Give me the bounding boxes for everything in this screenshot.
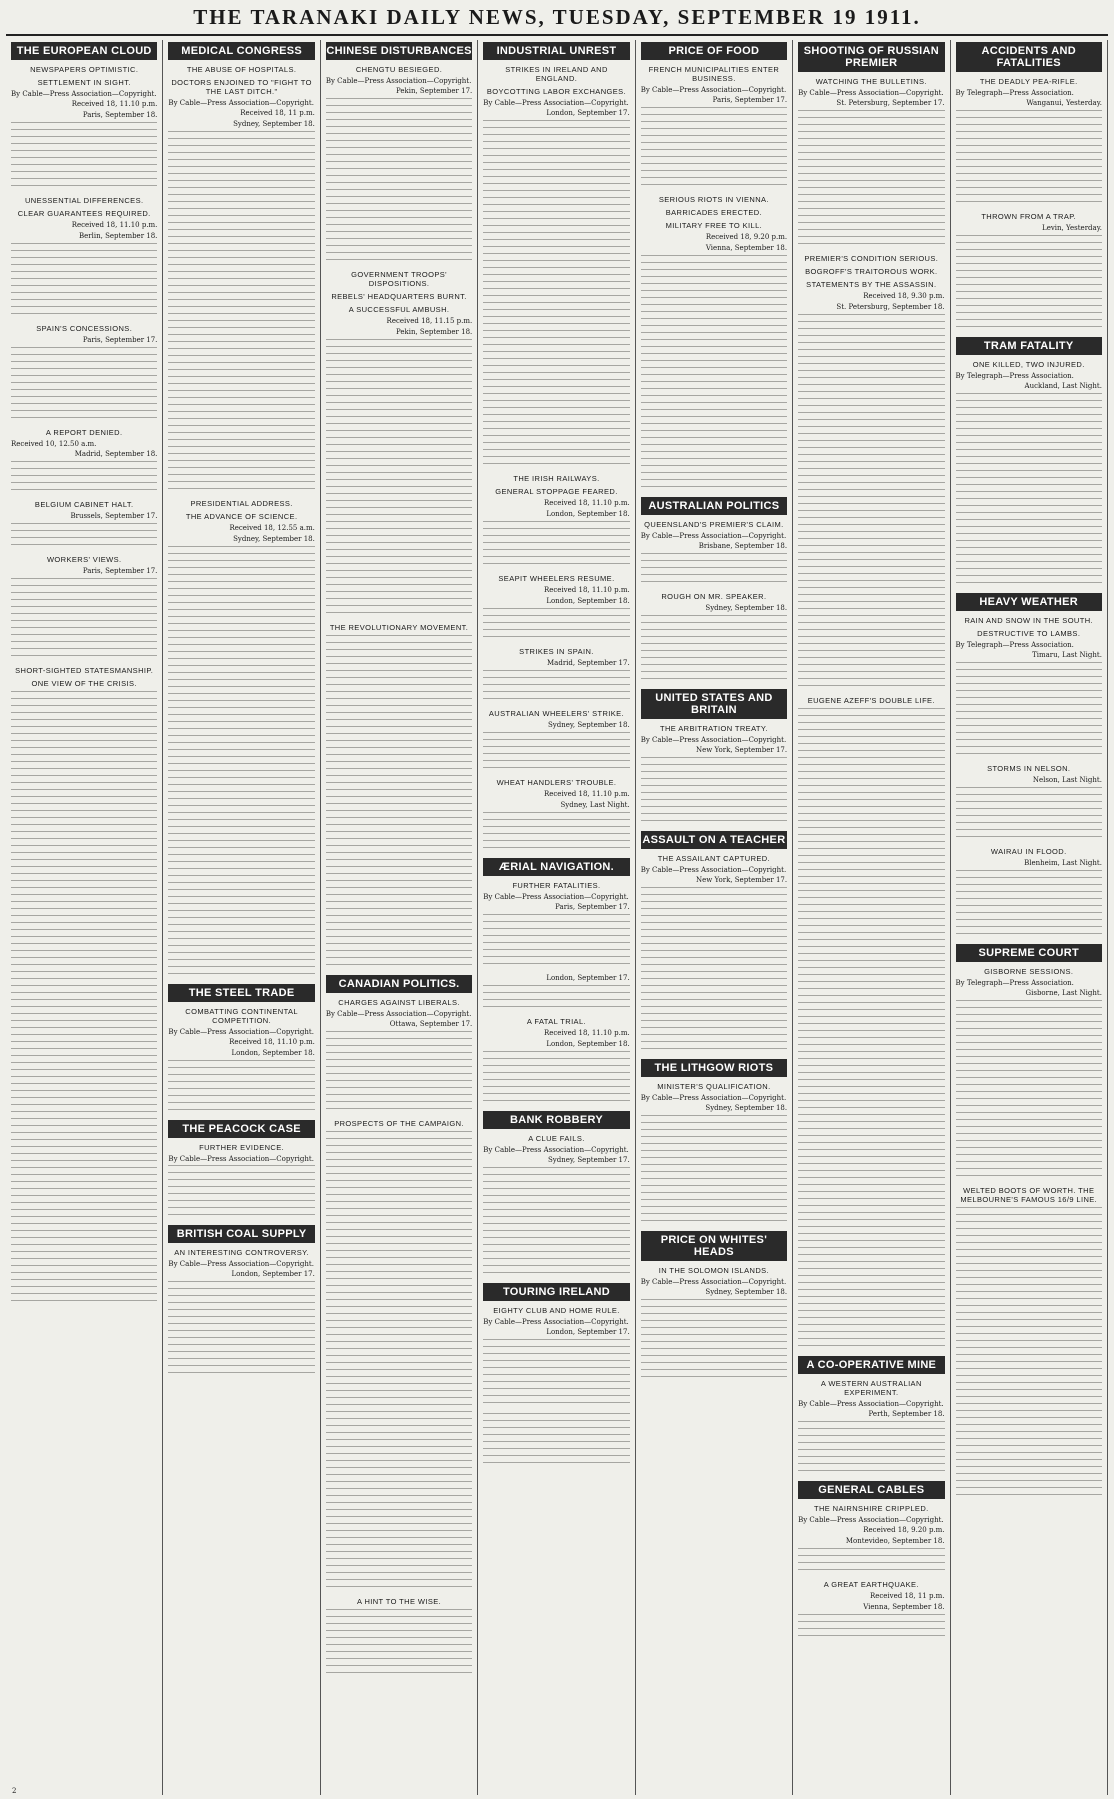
sub-heading: THE ADVANCE OF SCIENCE.	[185, 512, 298, 521]
body-text	[326, 1031, 472, 1115]
dateline: London, September 18.	[231, 1049, 315, 1057]
dateline: Received 18, 11.15 p.m.	[386, 317, 473, 325]
cable-credit: By Telegraph—Press Association.	[955, 641, 1074, 649]
dateline: Wanganui, Yesterday.	[1026, 99, 1102, 107]
dateline: Sydney, September 17.	[547, 1156, 630, 1164]
sub-heading: ONE VIEW OF THE CRISIS.	[31, 679, 137, 688]
section-headline: AUSTRALIAN POLITICS	[641, 497, 787, 515]
section-headline: THE LITHGOW RIOTS	[641, 1059, 787, 1077]
sub-heading: BARRICADES ERECTED.	[665, 208, 763, 217]
body-text	[641, 615, 787, 685]
cable-credit: By Cable—Press Association—Copyright.	[640, 1278, 787, 1286]
dateline: St. Petersburg, September 18.	[836, 303, 945, 311]
sub-heading: BELGIUM CABINET HALT.	[34, 500, 134, 509]
sub-heading: SEAPIT WHEELERS RESUME.	[498, 574, 615, 583]
column-4	[478, 40, 635, 1795]
cable-credit: Received 10, 12.50 a.m.	[11, 440, 97, 448]
cable-credit: By Cable—Press Association—Copyright.	[168, 99, 314, 107]
dateline: Auckland, Last Night.	[1024, 382, 1102, 390]
sub-heading: THE NAIRNSHIRE CRIPPLED.	[814, 1504, 929, 1513]
sub-heading: CLEAR GUARANTEES REQUIRED.	[17, 209, 151, 218]
body-text	[956, 110, 1102, 208]
dateline: Received 18, 11 p.m.	[240, 109, 315, 117]
dateline: Nelson, Last Night.	[1032, 776, 1102, 784]
sub-heading: GISBORNE SESSIONS.	[984, 967, 1074, 976]
sub-heading: SERIOUS RIOTS IN VIENNA.	[658, 195, 769, 204]
cable-credit: By Cable—Press Association—Copyright.	[168, 1028, 314, 1036]
body-text	[483, 1339, 629, 1409]
body-text	[483, 1167, 629, 1279]
body-text	[483, 1051, 629, 1107]
body-text	[168, 1165, 314, 1221]
sub-heading: COMBATTING CONTINENTAL COMPETITION.	[185, 1007, 298, 1025]
body-text	[168, 1281, 314, 1379]
sub-heading: ONE KILLED, TWO INJURED.	[972, 360, 1085, 369]
column-7	[951, 40, 1108, 1795]
dateline: New York, September 17.	[696, 876, 788, 884]
body-text	[168, 546, 314, 980]
column-headline: PRICE OF FOOD	[641, 42, 787, 60]
dateline: Sydney, Last Night.	[560, 801, 630, 809]
sub-heading: AN INTERESTING CONTROVERSY.	[174, 1248, 310, 1257]
body-text	[956, 235, 1102, 333]
section-headline: ÆRIAL NAVIGATION.	[483, 858, 629, 876]
body-text	[798, 1421, 944, 1477]
section-headline: THE STEEL TRADE	[168, 984, 314, 1002]
sub-heading: PRESIDENTIAL ADDRESS.	[190, 499, 293, 508]
dateline: Received 18, 9.30 p.m.	[863, 292, 945, 300]
section-headline: A CO-OPERATIVE MINE	[798, 1356, 944, 1374]
dateline: Sydney, September 18.	[705, 604, 788, 612]
body-text	[483, 985, 629, 1013]
cable-credit: By Cable—Press Association—Copyright.	[798, 1400, 944, 1408]
dateline: Ottawa, September 17.	[389, 1020, 473, 1028]
dateline: Montevideo, September 18.	[845, 1537, 945, 1545]
section-headline: CANADIAN POLITICS.	[326, 975, 472, 993]
dateline: Perth, September 18.	[868, 1410, 945, 1418]
body-text	[641, 553, 787, 588]
dateline: Received 18, 11.10 p.m.	[543, 790, 630, 798]
sub-heading: EIGHTY CLUB AND HOME RULE.	[493, 1306, 620, 1315]
dateline: Paris, September 18.	[82, 111, 158, 119]
sub-heading: SPAIN'S CONCESSIONS.	[36, 324, 133, 333]
cable-credit: By Cable—Press Association—Copyright.	[325, 77, 472, 85]
sub-heading: A SUCCESSFUL AMBUSH.	[348, 305, 450, 314]
column-headline: SHOOTING OF RUSSIAN PREMIER	[798, 42, 944, 72]
cable-credit: By Cable—Press Association—Copyright.	[640, 736, 787, 744]
dateline: Sydney, September 18.	[233, 120, 315, 128]
sub-heading: THE IRISH RAILWAYS.	[513, 474, 600, 483]
sub-heading: STORMS IN NELSON.	[987, 764, 1071, 773]
sub-heading: MILITARY FREE TO KILL.	[665, 221, 763, 230]
dateline: Received 18, 9.20 p.m.	[705, 233, 788, 241]
dateline: Paris, September 17.	[82, 336, 158, 344]
dateline: Paris, September 17.	[712, 96, 788, 104]
sub-heading: QUEENSLAND'S PREMIER'S CLAIM.	[644, 520, 784, 529]
sub-heading: NEWSPAPERS OPTIMISTIC.	[30, 65, 139, 74]
dateline: New York, September 17.	[696, 746, 788, 754]
body-text	[483, 812, 629, 854]
sub-heading: WAIRAU IN FLOOD.	[990, 847, 1067, 856]
section-headline: HEAVY WEATHER	[956, 593, 1102, 611]
body-text	[11, 523, 157, 551]
sub-heading: THE DEADLY PEA-RIFLE.	[979, 77, 1078, 86]
sub-heading: GENERAL STOPPAGE FEARED.	[495, 487, 618, 496]
body-text	[798, 110, 944, 250]
dateline: Received 18, 11.10 p.m.	[229, 1038, 315, 1046]
body-text	[641, 255, 787, 493]
body-text	[641, 887, 787, 1055]
sub-heading: A CLUE FAILS.	[528, 1134, 585, 1143]
section-headline: TRAM FATALITY	[956, 337, 1102, 355]
body-text	[326, 98, 472, 266]
dateline: London, September 17.	[546, 109, 630, 117]
cable-credit: By Telegraph—Press Association.	[955, 89, 1074, 97]
body-text	[326, 635, 472, 971]
body-text	[956, 1000, 1102, 1182]
cable-credit: By Cable—Press Association—Copyright.	[483, 893, 629, 901]
sub-heading: DESTRUCTIVE TO LAMBS.	[977, 629, 1081, 638]
sub-heading: SHORT-SIGHTED STATESMANSHIP.	[15, 666, 154, 675]
dateline: Gisborne, Last Night.	[1025, 989, 1102, 997]
sub-heading: BOYCOTTING LABOR EXCHANGES.	[486, 87, 627, 96]
cable-credit: By Cable—Press Association—Copyright.	[168, 1260, 314, 1268]
section-headline: GENERAL CABLES	[798, 1481, 944, 1499]
sub-heading: FRENCH MUNICIPALITIES ENTER BUSINESS.	[648, 65, 780, 83]
dateline: Madrid, September 17.	[547, 659, 630, 667]
sub-heading: ROUGH ON MR. SPEAKER.	[661, 592, 767, 601]
dateline: London, September 17.	[546, 974, 630, 982]
sub-heading: A REPORT DENIED.	[45, 428, 123, 437]
body-text	[798, 1548, 944, 1576]
dateline: Brussels, September 17.	[70, 512, 158, 520]
cable-credit: By Cable—Press Association—Copyright.	[640, 1094, 787, 1102]
sub-heading: PROSPECTS OF THE CAMPAIGN.	[334, 1119, 464, 1128]
body-text	[11, 243, 157, 320]
column-2	[163, 40, 320, 1795]
body-text	[168, 131, 314, 495]
body-text	[326, 1609, 472, 1679]
sub-heading: A GREAT EARTHQUAKE.	[823, 1580, 919, 1589]
sub-heading: STRIKES IN SPAIN.	[519, 647, 594, 656]
dateline: London, September 17.	[231, 1270, 315, 1278]
dateline: Berlin, September 18.	[79, 232, 158, 240]
cable-credit: By Cable—Press Association—Copyright.	[640, 532, 787, 540]
sub-heading: WATCHING THE BULLETINS.	[815, 77, 927, 86]
section-headline: BRITISH COAL SUPPLY	[168, 1225, 314, 1243]
dateline: Madrid, September 18.	[74, 450, 158, 458]
cable-credit: By Cable—Press Association—Copyright.	[483, 99, 629, 107]
column-headline: THE EUROPEAN CLOUD	[11, 42, 157, 60]
sub-heading: UNESSENTIAL DIFFERENCES.	[24, 196, 144, 205]
dateline: Received 18, 11.10 p.m.	[543, 1029, 630, 1037]
sub-heading: STATEMENTS BY THE ASSASSIN.	[806, 280, 937, 289]
cable-credit: By Cable—Press Association—Copyright.	[168, 1155, 314, 1163]
dateline: Sydney, September 18.	[705, 1288, 788, 1296]
sub-heading: EUGENE AZEFF'S DOUBLE LIFE.	[807, 696, 935, 705]
section-headline: BANK ROBBERY	[483, 1111, 629, 1129]
body-text	[326, 1131, 472, 1593]
body-text	[956, 662, 1102, 760]
dateline: Received 18, 12.55 a.m.	[229, 524, 315, 532]
cable-credit: By Cable—Press Association—Copyright.	[640, 86, 787, 94]
dateline: Timaru, Last Night.	[1032, 651, 1102, 659]
section-headline: PRICE ON WHITES' HEADS	[641, 1231, 787, 1261]
sub-heading: IN THE SOLOMON ISLANDS.	[658, 1266, 770, 1275]
dateline: Paris, September 17.	[82, 567, 158, 575]
section-headline: SUPREME COURT	[956, 944, 1102, 962]
sub-heading: A FATAL TRIAL.	[526, 1017, 587, 1026]
body-text	[11, 347, 157, 424]
cable-credit: By Cable—Press Association—Copyright.	[483, 1318, 629, 1326]
cable-credit: By Telegraph—Press Association.	[955, 979, 1074, 987]
dateline: Paris, September 17.	[555, 903, 630, 911]
section-headline: THE PEACOCK CASE	[168, 1120, 314, 1138]
body-text	[956, 1207, 1102, 1501]
body-text	[326, 339, 472, 619]
dateline: Pekin, September 17.	[395, 87, 473, 95]
body-text	[483, 914, 629, 970]
dateline: Sydney, September 18.	[705, 1104, 788, 1112]
sub-heading: THROWN FROM A TRAP.	[981, 212, 1077, 221]
cable-credit: By Telegraph—Press Association.	[955, 372, 1074, 380]
column-5	[636, 40, 793, 1795]
body-text	[956, 870, 1102, 940]
dateline: Vienna, September 18.	[705, 244, 788, 252]
column-6	[793, 40, 950, 1795]
body-text	[956, 787, 1102, 843]
dateline: Received 18, 11.10 p.m.	[543, 586, 630, 594]
body-text	[483, 120, 629, 470]
dateline: Brisbane, September 18.	[698, 542, 788, 550]
sub-heading: REBELS' HEADQUARTERS BURNT.	[331, 292, 467, 301]
sub-heading: BOGROFF'S TRAITOROUS WORK.	[805, 267, 938, 276]
section-headline: TOURING IRELAND	[483, 1283, 629, 1301]
body-text	[641, 757, 787, 827]
dateline: Vienna, September 18.	[863, 1603, 945, 1611]
sub-heading: THE ASSAILANT CAPTURED.	[657, 854, 771, 863]
dateline: Received 18, 11.10 p.m.	[71, 221, 158, 229]
body-text	[641, 1299, 787, 1383]
sub-heading: THE REVOLUTIONARY MOVEMENT.	[329, 623, 469, 632]
column-3	[321, 40, 478, 1795]
body-text	[483, 608, 629, 643]
sub-heading: WORKERS' VIEWS.	[46, 555, 122, 564]
sub-heading: THE ABUSE OF HOSPITALS.	[186, 65, 297, 74]
sub-heading: SETTLEMENT IN SIGHT.	[37, 78, 131, 87]
cable-credit: By Cable—Press Association—Copyright.	[325, 1010, 472, 1018]
sub-heading: THE ARBITRATION TREATY.	[659, 724, 768, 733]
body-text	[641, 107, 787, 191]
body-text	[11, 691, 157, 1307]
sub-heading: FURTHER EVIDENCE.	[199, 1143, 285, 1152]
sub-heading: AUSTRALIAN WHEELERS' STRIKE.	[488, 709, 625, 718]
dateline: London, September 17.	[546, 1328, 630, 1336]
newspaper-columns	[6, 40, 1108, 1795]
body-text	[483, 521, 629, 570]
dateline: Received 18, 11.10 p.m.	[543, 499, 630, 507]
column-1	[6, 40, 163, 1795]
dateline: Levin, Yesterday.	[1042, 224, 1102, 232]
body-text	[956, 393, 1102, 589]
dateline: London, September 18.	[546, 597, 630, 605]
sub-heading: WHEAT HANDLERS' TROUBLE.	[496, 778, 617, 787]
section-headline: ASSAULT ON A TEACHER	[641, 831, 787, 849]
body-text	[798, 708, 944, 1352]
body-text	[483, 1413, 629, 1469]
body-text	[483, 732, 629, 774]
sub-heading: DOCTORS ENJOINED TO "FIGHT TO THE LAST DITCH."	[171, 78, 312, 96]
cable-credit: By Cable—Press Association—Copyright.	[640, 866, 787, 874]
cable-credit: By Cable—Press Association—Copyright.	[483, 1146, 629, 1154]
masthead	[6, 0, 1108, 36]
page-number: 2	[12, 1787, 17, 1795]
section-headline: UNITED STATES AND BRITAIN	[641, 689, 787, 719]
dateline: London, September 18.	[546, 1040, 630, 1048]
body-text	[483, 670, 629, 705]
cable-credit: By Cable—Press Association—Copyright.	[11, 90, 157, 98]
body-text	[641, 1115, 787, 1227]
sub-heading: STRIKES IN IRELAND AND ENGLAND.	[505, 65, 608, 83]
sub-heading: MINISTER'S QUALIFICATION.	[657, 1082, 771, 1091]
sub-heading: CHARGES AGAINST LIBERALS.	[338, 998, 460, 1007]
body-text	[11, 578, 157, 662]
body-text	[11, 461, 157, 496]
dateline: Received 18, 11 p.m.	[869, 1592, 945, 1600]
body-text	[11, 122, 157, 192]
sub-heading: CHENGTU BESIEGED.	[355, 65, 443, 74]
body-text	[168, 1060, 314, 1116]
sub-heading: WELTED BOOTS OF WORTH. THE MELBOURNE'S FAMOUS 16/9 LINE.	[960, 1186, 1098, 1204]
sub-heading: A WESTERN AUSTRALIAN EXPERIMENT.	[820, 1379, 922, 1397]
body-text	[798, 314, 944, 692]
cable-credit: By Cable—Press Association—Copyright.	[798, 89, 944, 97]
body-text	[798, 1614, 944, 1642]
masthead-title: THE TARANAKI DAILY NEWS, TUESDAY, SEPTEMBER 19 1911.	[193, 4, 921, 29]
dateline: Blenheim, Last Night.	[1024, 859, 1102, 867]
column-headline: ACCIDENTS AND FATALITIES	[956, 42, 1102, 72]
dateline: Pekin, September 18.	[395, 328, 473, 336]
cable-credit: By Cable—Press Association—Copyright.	[798, 1516, 944, 1524]
sub-heading: A HINT TO THE WISE.	[356, 1597, 442, 1606]
sub-heading: RAIN AND SNOW IN THE SOUTH.	[964, 616, 1094, 625]
dateline: Sydney, September 18.	[233, 535, 315, 543]
column-headline: CHINESE DISTURBANCES	[326, 42, 472, 60]
column-headline: INDUSTRIAL UNREST	[483, 42, 629, 60]
dateline: St. Petersburg, September 17.	[836, 99, 945, 107]
sub-heading: PREMIER'S CONDITION SERIOUS.	[804, 254, 939, 263]
sub-heading: FURTHER FATALITIES.	[512, 881, 601, 890]
dateline: London, September 18.	[546, 510, 630, 518]
dateline: Received 18, 9.20 p.m.	[863, 1526, 945, 1534]
dateline: Sydney, September 18.	[547, 721, 630, 729]
dateline: Received 18, 11.10 p.m.	[71, 100, 158, 108]
sub-heading: GOVERNMENT TROOPS' DISPOSITIONS.	[351, 270, 447, 288]
column-headline: MEDICAL CONGRESS	[168, 42, 314, 60]
